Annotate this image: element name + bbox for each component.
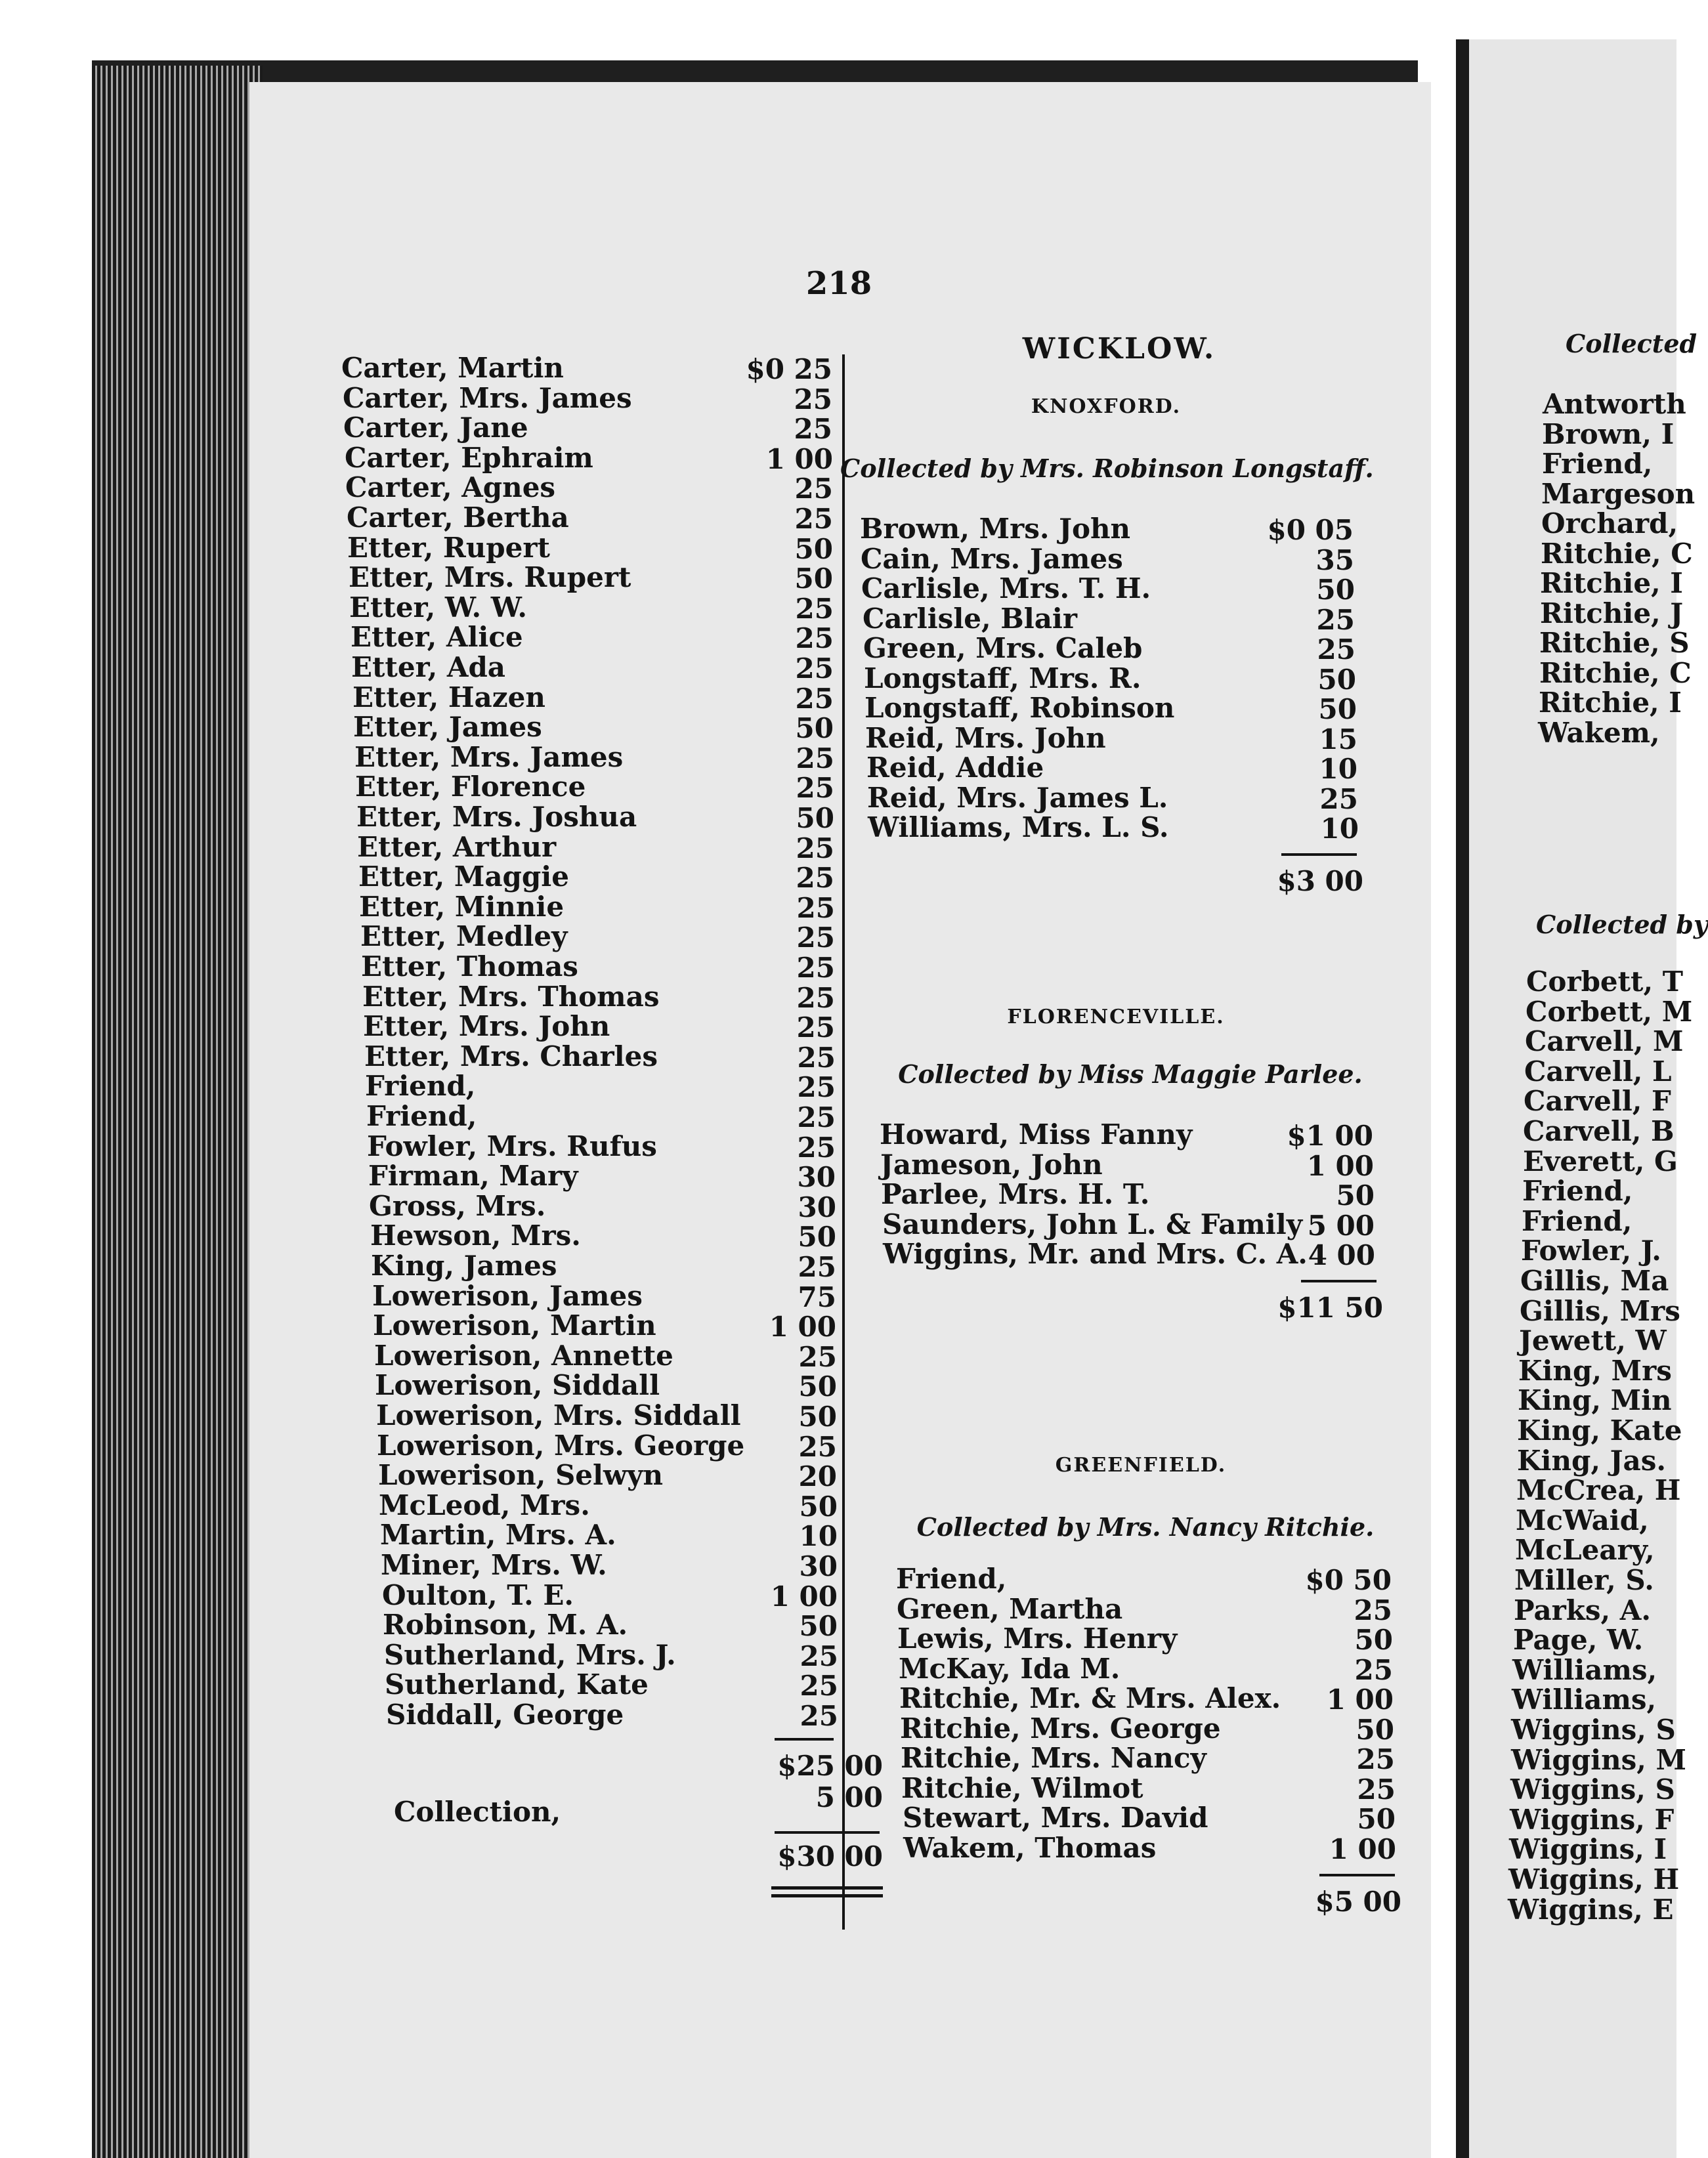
contributor-name: Fowler, Mrs. Rufus <box>367 1130 657 1162</box>
contributor-name: Lowerison, Mrs. Siddall <box>376 1399 741 1431</box>
contributor-name: Etter, Minnie <box>359 891 565 923</box>
contribution-amount: 1 00 <box>1326 1683 1394 1716</box>
contributor-name: Friend, <box>365 1070 476 1102</box>
contribution-amount: 25 <box>796 921 835 954</box>
facing-page-line: Fowler, J. <box>1521 1235 1661 1267</box>
contribution-amount: 25 <box>1354 1654 1393 1686</box>
contributor-name: Carlisle, Mrs. T. H. <box>861 572 1151 604</box>
contributor-name: Lowerison, Annette <box>374 1340 673 1372</box>
contributor-name: Carter, Martin <box>341 352 564 384</box>
contributor-name: Firman, Mary <box>368 1160 578 1192</box>
contribution-amount: 50 <box>799 1610 838 1642</box>
contribution-amount: 25 <box>795 622 834 654</box>
facing-page-line: Corbett, T <box>1526 965 1683 998</box>
contribution-amount: 25 <box>795 652 834 685</box>
contributor-name: Lowerison, Selwyn <box>378 1459 664 1491</box>
facing-page-line: Jewett, W <box>1519 1324 1667 1357</box>
total-rule <box>775 1831 880 1834</box>
facing-page-line: Page, W. <box>1513 1624 1644 1656</box>
contribution-amount: 50 <box>794 533 833 565</box>
contributor-name: Friend, <box>366 1100 477 1132</box>
contributor-name: Cain, Mrs. James <box>861 543 1123 575</box>
contributor-name: Lowerison, Martin <box>373 1309 656 1342</box>
contribution-amount: 25 <box>794 383 832 415</box>
contributor-name: Sutherland, Mrs. J. <box>384 1639 676 1671</box>
facing-page-line: Ritchie, C <box>1541 538 1693 570</box>
total-double-rule-2 <box>771 1894 883 1897</box>
contributor-name: Lowerison, Mrs. George <box>377 1429 745 1462</box>
contribution-amount: 25 <box>800 1640 838 1672</box>
page-number: 218 <box>805 265 872 302</box>
contributor-name: Etter, W. W. <box>349 591 527 624</box>
contributor-name: Friend, <box>896 1563 1007 1595</box>
contributor-name: Etter, Medley <box>360 920 568 952</box>
contribution-amount: 25 <box>796 772 834 804</box>
contributor-name: Jameson, John <box>880 1149 1103 1181</box>
contribution-amount: 25 <box>1316 604 1355 636</box>
contributor-name: Reid, Addie <box>866 751 1044 784</box>
contribution-amount: 20 <box>798 1460 837 1492</box>
facing-page-line: Brown, I <box>1542 418 1675 450</box>
contributor-name: Etter, Ada <box>351 651 506 683</box>
section-place-heading: FLORENCEVILLE. <box>1007 1005 1225 1028</box>
contribution-amount: 5 00 <box>1307 1210 1375 1242</box>
contributor-name: Reid, Mrs. John <box>865 722 1106 754</box>
contributor-name: Williams, Mrs. L. S. <box>868 811 1169 843</box>
facing-page-line: Friend, <box>1542 448 1653 480</box>
contribution-amount: 50 <box>798 1401 837 1433</box>
contribution-amount: 1 00 <box>1306 1150 1374 1182</box>
facing-page-line: Everett, G <box>1523 1145 1678 1177</box>
section-total: $11 50 <box>1277 1292 1383 1324</box>
contributor-name: Etter, Maggie <box>358 860 569 893</box>
contributor-name: Etter, Florence <box>355 771 586 803</box>
contribution-amount: 25 <box>796 742 834 774</box>
contributor-name: Miner, Mrs. W. <box>381 1549 607 1581</box>
subtotal-rule <box>775 1738 834 1741</box>
section-total-rule <box>1301 1280 1377 1282</box>
facing-page-line: Gillis, Ma <box>1520 1265 1669 1297</box>
contributor-name: Lowerison, Siddall <box>375 1369 660 1401</box>
contributor-name: Ritchie, Mrs. Nancy <box>901 1742 1206 1774</box>
contributor-name: Etter, Rupert <box>347 532 550 564</box>
contribution-amount: $0 25 <box>746 353 832 385</box>
contributor-name: Saunders, John L. & Family <box>882 1208 1303 1240</box>
contribution-amount: 25 <box>798 1431 837 1463</box>
contribution-amount: 25 <box>795 593 834 625</box>
contributor-name: Lewis, Mrs. Henry <box>897 1622 1178 1655</box>
contribution-amount: $1 00 <box>1287 1120 1373 1152</box>
facing-page-line: King, Jas. <box>1517 1445 1666 1477</box>
contribution-amount: 50 <box>1336 1179 1375 1212</box>
facing-page-line: Ritchie, S <box>1539 627 1690 659</box>
contribution-amount: 1 00 <box>765 443 833 475</box>
contributor-name: Green, Martha <box>897 1593 1123 1625</box>
contribution-amount: $0 05 <box>1267 514 1354 546</box>
contributor-name: Longstaff, Robinson <box>865 692 1175 724</box>
facing-page-line: King, Mrs <box>1518 1355 1672 1387</box>
contributor-name: Etter, Mrs. James <box>354 741 624 773</box>
contribution-amount: 25 <box>796 952 835 984</box>
contributor-name: McKay, Ida M. <box>899 1653 1121 1685</box>
section-total: $3 00 <box>1277 865 1363 897</box>
facing-page-line: King, Min <box>1518 1384 1672 1416</box>
section-total: $5 00 <box>1315 1886 1401 1918</box>
contribution-amount: 50 <box>1356 1714 1394 1746</box>
contribution-amount: 25 <box>797 1101 836 1133</box>
facing-page-line: Friend, <box>1522 1175 1633 1207</box>
contribution-amount: 25 <box>800 1670 838 1702</box>
facing-page-line: Ritchie, J <box>1540 597 1684 629</box>
contribution-amount: 30 <box>797 1161 836 1193</box>
contribution-amount: 30 <box>799 1550 838 1582</box>
contribution-amount: 25 <box>795 683 834 715</box>
contribution-amount: 50 <box>1316 574 1355 606</box>
contribution-amount: 25 <box>800 1700 838 1732</box>
facing-page-line: Carvell, L <box>1524 1055 1672 1088</box>
contributor-name: King, James <box>371 1250 557 1282</box>
facing-page-line: Wakem, <box>1538 717 1660 749</box>
contributor-name: Etter, Mrs. Thomas <box>362 981 660 1013</box>
total-double-rule-1 <box>771 1886 883 1890</box>
contribution-amount: 15 <box>1319 723 1357 755</box>
contributor-name: Etter, Mrs. Joshua <box>356 801 637 833</box>
facing-page-line: Friend, <box>1522 1205 1633 1237</box>
contributor-name: Hewson, Mrs. <box>370 1219 581 1252</box>
contributor-name: Etter, Thomas <box>361 950 578 983</box>
contributor-name: Gross, Mrs. <box>369 1190 546 1222</box>
facing-page-line: Ritchie, I <box>1540 567 1683 599</box>
contributor-name: Carter, Jane <box>343 412 528 444</box>
section-total-rule <box>1281 853 1357 856</box>
contribution-amount: 25 <box>798 1251 836 1283</box>
contribution-amount: 25 <box>797 1132 836 1164</box>
contributor-name: Etter, James <box>353 711 542 743</box>
contribution-amount: 25 <box>797 1071 836 1103</box>
contribution-amount: 25 <box>796 892 835 924</box>
contributor-name: Wakem, Thomas <box>903 1832 1157 1864</box>
facing-page-line: Williams, <box>1512 1683 1657 1716</box>
contributor-name: Carlisle, Blair <box>863 603 1077 635</box>
contribution-amount: 10 <box>1319 753 1357 785</box>
contribution-amount: 25 <box>798 1341 837 1373</box>
collection-amount: 5 00 <box>815 1781 883 1813</box>
facing-page-line: Wiggins, H <box>1508 1863 1680 1895</box>
contribution-amount: 50 <box>1317 664 1356 696</box>
contributor-name: Parlee, Mrs. H. T. <box>881 1178 1150 1210</box>
facing-page-line: Williams, <box>1512 1654 1657 1686</box>
contribution-amount: 4 00 <box>1308 1239 1375 1271</box>
facing-page-line: King, Kate <box>1517 1414 1682 1447</box>
facing-page-line: Ritchie, C <box>1539 657 1692 689</box>
facing-page-line: Miller, S. <box>1514 1564 1654 1596</box>
facing-page-line: Antworth <box>1543 388 1686 420</box>
contribution-amount: 25 <box>796 832 834 864</box>
contributor-name: Etter, Mrs. Charles <box>364 1040 658 1072</box>
facing-page-line: McLeary, <box>1515 1534 1655 1566</box>
collector-line: Collected by Mrs. Robinson Longstaff. <box>840 454 1374 483</box>
contributor-name: Ritchie, Mrs. George <box>900 1712 1221 1745</box>
collection-label: Collection, <box>394 1796 561 1828</box>
contributor-name: Etter, Arthur <box>357 831 557 863</box>
page-stack-edges <box>92 66 263 2158</box>
facing-page-line: McCrea, H <box>1516 1474 1681 1506</box>
contribution-amount: 50 <box>795 712 834 744</box>
contribution-amount: 50 <box>1354 1624 1393 1656</box>
contribution-amount: 25 <box>1356 1743 1395 1775</box>
contribution-amount: 25 <box>797 1042 836 1074</box>
contribution-amount: 50 <box>799 1491 838 1523</box>
contributor-name: McLeod, Mrs. <box>379 1489 590 1521</box>
contribution-amount: 25 <box>794 473 833 505</box>
facing-page-line: Wiggins, M <box>1511 1744 1686 1776</box>
contribution-amount: 25 <box>794 413 832 445</box>
contributor-name: Lowerison, James <box>372 1280 643 1312</box>
contributor-name: Carter, Bertha <box>347 501 569 534</box>
gutter <box>1431 0 1457 2158</box>
facing-page-line: Margeson <box>1541 478 1696 510</box>
contributor-name: Oulton, T. E. <box>382 1579 574 1611</box>
contributor-name: Carter, Mrs. James <box>343 382 632 414</box>
contributor-name: Martin, Mrs. A. <box>380 1519 616 1551</box>
facing-page-line: Carvell, F <box>1524 1085 1671 1117</box>
facing-page-line: Wiggins, I <box>1509 1833 1667 1865</box>
facing-page-line: McWaid, <box>1516 1504 1649 1536</box>
contribution-amount: $0 50 <box>1305 1564 1392 1596</box>
contribution-amount: 50 <box>1357 1803 1396 1835</box>
contributor-name: Longstaff, Mrs. R. <box>864 662 1142 694</box>
contributor-name: Howard, Miss Fanny <box>880 1118 1193 1151</box>
column-divider <box>842 354 845 1930</box>
contribution-amount: 35 <box>1315 544 1354 576</box>
facing-page-line: Wiggins, E <box>1508 1894 1674 1926</box>
contribution-amount: 75 <box>798 1281 836 1313</box>
contribution-amount: 25 <box>794 503 833 535</box>
facing-page-line: Parks, A. <box>1514 1594 1651 1626</box>
contributor-name: Ritchie, Mr. & Mrs. Alex. <box>899 1682 1281 1714</box>
contributor-name: Wiggins, Mr. and Mrs. C. A. <box>883 1238 1308 1270</box>
contributor-name: Robinson, M. A. <box>383 1609 628 1641</box>
contributor-name: Etter, Alice <box>351 621 523 653</box>
contributor-name: Green, Mrs. Caleb <box>863 632 1143 664</box>
section-place-heading: GREENFIELD. <box>1055 1454 1227 1477</box>
contributor-name: Brown, Mrs. John <box>860 513 1131 545</box>
contribution-amount: 25 <box>796 1011 835 1044</box>
contributor-name: Stewart, Mrs. David <box>903 1802 1208 1834</box>
contribution-amount: 50 <box>1318 693 1357 725</box>
contribution-amount: 25 <box>1317 633 1356 666</box>
contribution-amount: 50 <box>794 562 833 595</box>
contribution-amount: 25 <box>1319 783 1358 815</box>
collector-line: Collected by Mrs. Nancy Ritchie. <box>916 1512 1375 1542</box>
spine-margin <box>0 0 85 2158</box>
contribution-amount: 50 <box>798 1221 836 1253</box>
facing-page-line: Gillis, Mrs <box>1520 1295 1680 1327</box>
collector-line: Collected by Miss Maggie Parlee. <box>898 1059 1363 1089</box>
facing-page-line: Wiggins, S <box>1511 1714 1676 1746</box>
facing-page-heading: Collected <box>1566 329 1697 358</box>
contributor-name: Etter, Hazen <box>352 681 545 713</box>
contributor-name: Reid, Mrs. James L. <box>867 782 1168 814</box>
grand-total: $30 00 <box>777 1840 883 1872</box>
contribution-amount: 1 00 <box>1329 1833 1396 1865</box>
facing-page-line: Wiggins, F <box>1510 1804 1675 1836</box>
contribution-amount: 1 00 <box>770 1580 838 1613</box>
subtotal-amount: $25 00 <box>777 1750 883 1782</box>
facing-page-line: Carvell, M <box>1525 1025 1684 1057</box>
contributor-name: Sutherland, Kate <box>385 1668 649 1701</box>
contributor-name: Etter, Mrs. John <box>363 1010 610 1042</box>
contributor-name: Carter, Agnes <box>345 471 556 503</box>
contribution-amount: 50 <box>796 802 834 834</box>
contributor-name: Ritchie, Wilmot <box>901 1772 1143 1804</box>
section-total-rule <box>1319 1874 1395 1876</box>
contribution-amount: 25 <box>796 862 834 894</box>
contribution-amount: 50 <box>798 1370 837 1403</box>
facing-page-line: Ritchie, I <box>1539 687 1682 719</box>
contributor-name: Carter, Ephraim <box>345 442 593 474</box>
contribution-amount: 25 <box>1357 1773 1396 1806</box>
contribution-amount: 25 <box>796 982 835 1014</box>
facing-page-line: Orchard, <box>1541 507 1678 540</box>
contribution-amount: 1 00 <box>769 1311 836 1343</box>
contribution-amount: 10 <box>1320 813 1359 845</box>
contributor-name: Siddall, George <box>386 1699 624 1731</box>
facing-page-line: Wiggins, S <box>1510 1773 1675 1806</box>
contribution-amount: 10 <box>799 1520 838 1552</box>
county-heading: WICKLOW. <box>1022 332 1216 366</box>
contribution-amount: 25 <box>1354 1594 1392 1626</box>
facing-page-line: Corbett, M <box>1526 996 1693 1028</box>
facing-page-heading: Collected by <box>1536 910 1708 939</box>
section-place-heading: KNOXFORD. <box>1031 395 1182 418</box>
facing-page-line: Carvell, B <box>1523 1115 1675 1147</box>
contributor-name: Etter, Mrs. Rupert <box>349 561 631 593</box>
contribution-amount: 30 <box>798 1191 836 1223</box>
